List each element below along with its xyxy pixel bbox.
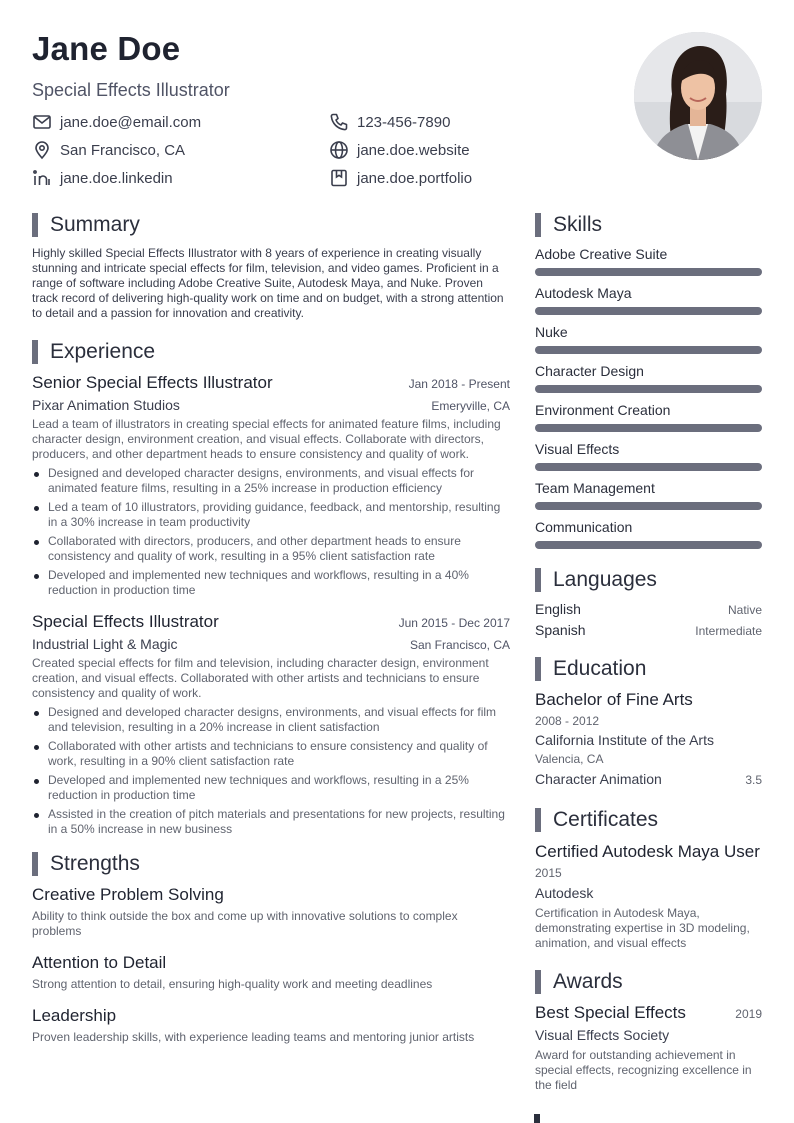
job-bullets [32, 705, 510, 837]
job-description: Created special effects for film and television, including character design, environment creation, and visual effects. Collaborated with other artists and technicians to ensure consistency and quality of work. [32, 656, 489, 700]
strengths-heading: Strengths [50, 852, 140, 875]
job-entry [32, 373, 510, 598]
skills-section [535, 212, 762, 549]
website-text: jane.doe.website [357, 141, 470, 159]
award-organization: Visual Effects Society [535, 1027, 670, 1043]
skill-item [535, 285, 762, 315]
email-text: jane.doe@email.com [60, 113, 202, 131]
strength-description: Strong attention to detail, ensuring high-quality work and meeting deadlines [32, 977, 433, 991]
contact-email[interactable] [32, 112, 201, 132]
certificate-name: Certified Autodesk Maya User [535, 842, 760, 861]
job-location: Emeryville, CA [431, 399, 510, 413]
contact-portfolio[interactable] [329, 168, 472, 188]
skill-bar [535, 541, 762, 549]
heading-accent-bar [32, 852, 38, 876]
contact-website[interactable] [329, 140, 472, 160]
section-heading [32, 212, 510, 238]
skill-label: Visual Effects [535, 441, 620, 457]
skill-label: Environment Creation [535, 402, 671, 418]
heading-accent-bar [32, 213, 38, 237]
section-heading [32, 339, 510, 365]
experience-section [32, 339, 510, 837]
skill-item [535, 480, 762, 510]
bullet-item: Collaborated with directors, producers, and other department heads to ensure consistency and quality of work, resulting in a 95% client satisfaction rate [32, 534, 510, 564]
section-heading [32, 851, 510, 877]
experience-heading: Experience [50, 340, 156, 363]
language-level: Native [727, 603, 762, 617]
award-name: Best Special Effects [535, 1003, 686, 1022]
bullet-item: Developed and implemented new techniques and workflows, resulting in a 25% reduction in production time [32, 773, 510, 803]
linkedin-text: jane.doe.linkedin [60, 169, 173, 187]
skill-item [535, 402, 762, 432]
heading-accent-bar [535, 970, 541, 994]
heading-accent-bar [535, 568, 541, 592]
portfolio-text: jane.doe.portfolio [357, 169, 473, 187]
language-name: English [535, 601, 581, 617]
section-heading [535, 212, 762, 238]
skill-bar [535, 346, 762, 354]
skill-label: Nuke [535, 324, 568, 340]
job-title: Senior Special Effects Illustrator [32, 373, 273, 392]
skill-item [535, 363, 762, 393]
strength-title: Attention to Detail [32, 953, 167, 972]
summary-heading: Summary [50, 213, 140, 236]
skill-label: Team Management [535, 480, 655, 496]
phone-icon [329, 112, 349, 132]
strength-item [32, 885, 510, 939]
location-pin-icon [32, 140, 52, 160]
contact-phone[interactable] [329, 112, 472, 132]
candidate-name: Jane Doe [32, 30, 181, 67]
certificate-issuer: Autodesk [535, 885, 594, 901]
job-location: San Francisco, CA [409, 638, 510, 652]
bullet-item: Designed and developed character designs, environments, and visual effects for film and television, resulting in a 20% increase in client satisfaction [32, 705, 510, 735]
education-location: Valencia, CA [535, 752, 604, 766]
certificate-year: 2015 [535, 866, 562, 880]
heading-accent-bar [32, 340, 38, 364]
strength-item [32, 1006, 510, 1045]
skills-heading: Skills [553, 213, 603, 236]
certificates-heading: Certificates [553, 808, 659, 831]
bullet-item: Collaborated with other artists and technicians to ensure consistency and quality of work, resulting in a 90% client satisfaction rate [32, 739, 510, 769]
left-column [32, 212, 510, 1059]
phone-text: 123-456-7890 [357, 113, 451, 131]
contact-location [32, 140, 201, 160]
education-field: Character Animation [535, 771, 662, 787]
section-heading [535, 567, 762, 593]
section-heading [535, 969, 762, 995]
strength-description: Proven leadership skills, with experience leading teams and mentoring junior artists [32, 1030, 475, 1044]
skill-item [535, 441, 762, 471]
award-description: Award for outstanding achievement in special effects, recognizing excellence in the field [535, 1048, 752, 1092]
job-company: Pixar Animation Studios [32, 397, 180, 413]
skill-bar [535, 424, 762, 432]
contact-column-left [32, 112, 201, 188]
bullet-item: Developed and implemented new techniques and workflows, resulting in a 40% reduction in production time [32, 568, 510, 598]
awards-section [535, 969, 762, 1093]
contact-column-right [329, 112, 472, 188]
job-title: Special Effects Illustrator [32, 612, 219, 631]
languages-heading: Languages [553, 568, 657, 591]
certificates-section [535, 807, 762, 951]
strength-title: Creative Problem Solving [32, 885, 224, 904]
languages-section [535, 567, 762, 638]
heading-accent-bar [535, 213, 541, 237]
summary-section [32, 212, 510, 321]
bullet-item: Led a team of 10 illustrators, providing guidance, feedback, and mentorship, resulting in a 30% increase in team productivity [32, 500, 510, 530]
skill-item [535, 519, 762, 549]
education-degree: Bachelor of Fine Arts [535, 690, 693, 709]
skill-item [535, 324, 762, 354]
profile-photo [634, 32, 762, 160]
bullet-item: Designed and developed character designs, environments, and visual effects for animated feature films, resulting in a 25% increase in production efficiency [32, 466, 510, 496]
language-item [535, 622, 762, 638]
job-description: Lead a team of illustrators in creating special effects for animated feature films, including character design, environment creation, and visual effects. Collaborate with directors, producers, and other department heads to ensure consistency and quality of work. [32, 417, 501, 461]
right-column [535, 212, 762, 1093]
job-dates: Jan 2018 - Present [408, 377, 510, 391]
skill-label: Communication [535, 519, 633, 535]
bookmark-icon [329, 168, 349, 188]
section-heading [535, 807, 762, 833]
job-entry [32, 612, 510, 837]
skill-bar [535, 502, 762, 510]
skill-label: Autodesk Maya [535, 285, 632, 301]
award-year: 2019 [735, 1007, 762, 1021]
location-text: San Francisco, CA [60, 141, 186, 159]
heading-accent-bar [535, 808, 541, 832]
skill-label: Character Design [535, 363, 644, 379]
certificate-description: Certification in Autodesk Maya, demonstrating expertise in 3D modeling, animation, and visual effects [535, 906, 750, 950]
heading-accent-bar [535, 657, 541, 681]
language-level: Intermediate [695, 624, 762, 638]
page-footer-mark [534, 1114, 540, 1123]
bullet-item: Assisted in the creation of pitch materials and presentations for new projects, resulting in a 50% increase in new business [32, 807, 510, 837]
section-heading [535, 656, 762, 682]
education-heading: Education [553, 657, 647, 680]
education-dates: 2008 - 2012 [535, 714, 600, 728]
language-item [535, 601, 762, 617]
job-company: Industrial Light & Magic [32, 636, 178, 652]
skill-bar [535, 463, 762, 471]
skill-label: Adobe Creative Suite [535, 246, 668, 262]
contact-linkedin[interactable] [32, 168, 201, 188]
linkedin-icon [32, 168, 52, 188]
education-gpa: 3.5 [745, 773, 762, 787]
strength-title: Leadership [32, 1006, 117, 1025]
summary-text: Highly skilled Special Effects Illustrator with 8 years of experience in creating visually stunning and intricate special effects for film, television, and video games. Proficient in a range of software including Adobe Creative Suite, Autodesk Maya, and Nuke. Proven track record of delivering high-quality work on time and on budget, with a strong attention to detail and a passion for innovation and creativity. [32, 246, 504, 320]
strength-description: Ability to think outside the box and come up with innovative solutions to complex problems [32, 909, 458, 938]
mail-icon [32, 112, 52, 132]
education-section [535, 656, 762, 787]
candidate-title: Special Effects Illustrator [32, 80, 230, 100]
strength-item [32, 953, 510, 992]
skill-item [535, 246, 762, 276]
job-bullets [32, 466, 510, 598]
awards-heading: Awards [553, 970, 623, 993]
job-dates: Jun 2015 - Dec 2017 [398, 616, 510, 630]
skill-bar [535, 268, 762, 276]
skill-bar [535, 307, 762, 315]
education-school: California Institute of the Arts [535, 732, 714, 748]
strengths-section [32, 851, 510, 1045]
language-name: Spanish [535, 622, 586, 638]
globe-icon [329, 140, 349, 160]
skill-bar [535, 385, 762, 393]
